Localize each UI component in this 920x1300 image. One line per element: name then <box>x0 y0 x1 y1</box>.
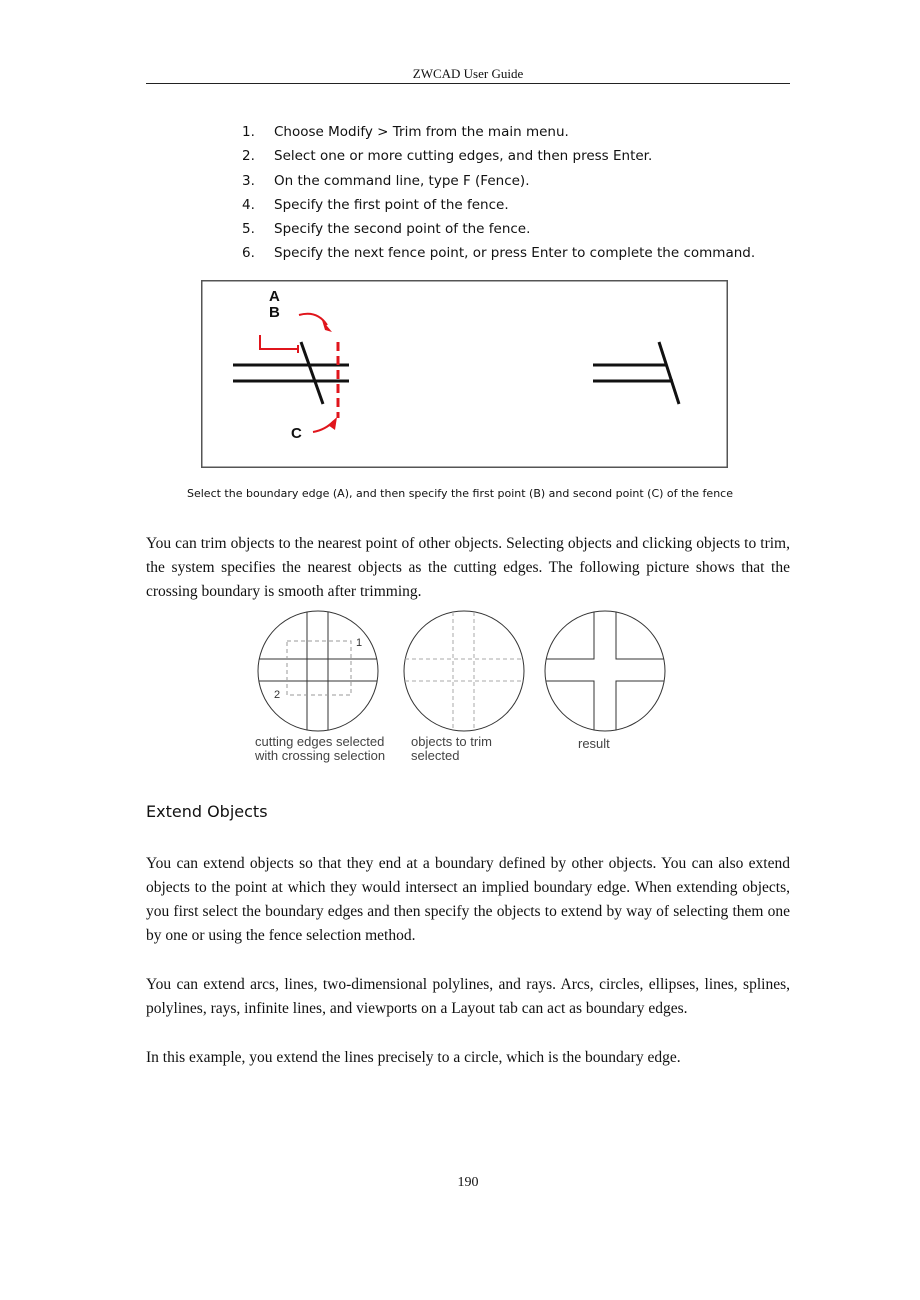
figure-label-2: objects to trim selected <box>411 734 492 763</box>
figure-label-3: result <box>578 736 610 751</box>
paragraph-example: In this example, you extend the lines precisely to a circle, which is the boundary edge. <box>146 1049 681 1066</box>
circle-1 <box>258 611 378 731</box>
fence-trim-figure <box>201 280 728 468</box>
paragraph-extend-types: You can extend arcs, lines, two-dimensional polylines, and rays. Arcs, circles, ellipses, lines, splines, polylines, rays, infinite lines, and viewports on a Layout tab can act as boundary edges. <box>146 976 790 1017</box>
step-text: Select one or more cutting edges, and then press Enter. <box>274 148 653 165</box>
circle-2 <box>404 611 524 731</box>
step-text: Specify the next fence point, or press Enter to complete the command. <box>274 245 756 262</box>
list-item <box>242 122 755 146</box>
step-number: 5. <box>242 221 255 238</box>
label-c: C <box>291 425 302 442</box>
page-number: 190 <box>457 1175 479 1190</box>
paragraph-trim-nearest: You can trim objects to the nearest point of other objects. Selecting objects and clicking objects to trim, the system specifies the nearest objects as the cutting edges. The following picture shows that the crossing boundary is smooth after trimming. <box>146 535 790 600</box>
marker-1: 1 <box>356 637 363 649</box>
step-text: Specify the second point of the fence. <box>274 221 531 238</box>
list-item <box>242 243 755 267</box>
list-item <box>242 171 755 195</box>
section-heading: Extend Objects <box>146 802 268 821</box>
figure-frame <box>202 281 728 468</box>
step-number: 4. <box>242 196 255 213</box>
list-item <box>242 195 755 219</box>
list-item <box>242 146 755 170</box>
step-number: 2. <box>242 148 255 165</box>
step-text: Specify the first point of the fence. <box>274 196 509 213</box>
step-text: On the command line, type F (Fence). <box>274 172 530 189</box>
figure-caption: Select the boundary edge (A), and then specify the first point (B) and second point (C) of the fence <box>187 487 733 500</box>
list-item <box>242 219 755 243</box>
step-number: 1. <box>242 124 255 140</box>
paragraph-extend-intro: You can extend objects so that they end at a boundary defined by other objects. You can also extend objects to the point at which they would intersect an implied boundary edge. When extending objects, you first select the boundary edges and then specify the objects to extend by way of selecting them one by one or using the fence selection method. <box>146 855 790 944</box>
figure-label-1: cutting edges selected with crossing selection <box>255 734 386 763</box>
steps-list <box>242 122 755 268</box>
running-header: ZWCAD User Guide <box>412 66 524 81</box>
step-number: 3. <box>242 172 255 189</box>
label-a: A <box>269 288 280 305</box>
marker-2: 2 <box>274 689 281 701</box>
header-rule <box>146 83 790 84</box>
circle-3 <box>545 611 665 731</box>
label-b: B <box>269 304 280 321</box>
step-text: Choose Modify > Trim from the main menu. <box>274 124 569 140</box>
step-number: 6. <box>242 245 255 262</box>
